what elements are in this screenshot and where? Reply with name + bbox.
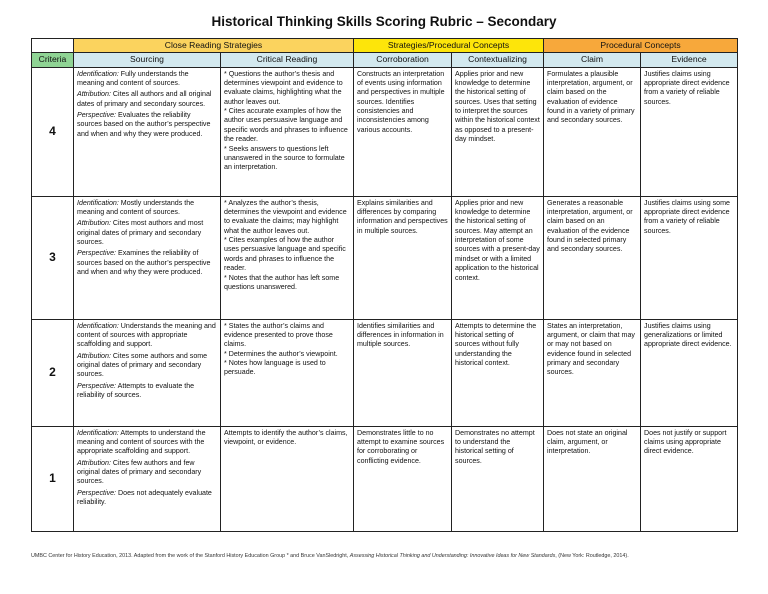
rubric-row-4 xyxy=(32,67,738,196)
evidence-cell: Justifies claims using appropriate direct evidence from a variety of reliable sources. xyxy=(641,67,738,196)
sourcing-cell xyxy=(74,196,221,319)
sourcing-attribution: Attribution: Cites some authors and some original dates of primary and secondary sources. xyxy=(77,351,208,379)
critical-reading-item: * Cites accurate examples of how the author uses persuasive language and specific words and phrases to influence the reader. xyxy=(224,107,348,144)
critical-reading-item: * States the author’s claims and evidence presented to prove those claims. xyxy=(224,321,333,349)
rubric-table xyxy=(31,38,738,532)
critical-reading-item: * Seeks answers to questions left unanswered in the source to formulate an interpretation. xyxy=(224,144,345,172)
contextualizing-cell: Attempts to determine the historical setting of sources without fully understanding the historical context. xyxy=(452,319,544,426)
contextualizing-cell: Demonstrates no attempt to understand the historical setting of sources. xyxy=(452,426,544,531)
group-header-strategies: Strategies/Procedural Concepts xyxy=(354,39,544,53)
group-header-procedural: Procedural Concepts xyxy=(544,39,738,53)
critical-reading-cell xyxy=(221,319,354,426)
corroboration-cell: Demonstrates little to no attempt to examine sources for corroborating or conflicting evidence. xyxy=(354,426,452,531)
critical-reading-item: * Notes how language is used to persuade. xyxy=(224,359,326,377)
sourcing-identification: Identification: Attempts to understand the meaning and content of sources with the appropriate scaffolding and support. xyxy=(77,428,206,456)
rubric-row-2 xyxy=(32,319,738,426)
sourcing-perspective: Perspective: Evaluates the reliability sources based on the author’s perspective and when and why they were produced. xyxy=(77,111,211,138)
column-header-evidence: Evidence xyxy=(641,53,738,67)
critical-reading-item: * Notes that the author has left some questions unanswered. xyxy=(224,273,340,291)
column-header-claim: Claim xyxy=(544,53,641,67)
critical-reading-item: * Analyzes the author’s thesis, determines the viewpoint and evidence to evaluate the claims; may highlight what the author leaves out. xyxy=(224,198,347,235)
column-header-critical-reading: Critical Reading xyxy=(221,53,354,67)
group-header-close-reading: Close Reading Strategies xyxy=(74,39,354,53)
claim-cell: States an interpretation, argument, or claim that may or may not based on evidence found in selected primary and secondary sources. xyxy=(544,319,641,426)
sourcing-perspective: Perspective: Does not adequately evaluate reliability. xyxy=(77,488,212,507)
column-header-sourcing: Sourcing xyxy=(74,53,221,67)
citation-book-title: Assessing Historical Thinking and Understanding: Innovative Ideas for New Standards xyxy=(349,553,556,559)
page-title: Historical Thinking Skills Scoring Rubric – Secondary xyxy=(211,14,557,29)
corroboration-cell: Identifies similarities and differences in information in multiple sources. xyxy=(354,319,452,426)
critical-reading-item: * Questions the author’s thesis and determines viewpoint and evidence to evaluate claims, highlighting what the author leaves out. xyxy=(224,69,343,106)
critical-reading-item: * Determines the author’s viewpoint. xyxy=(224,349,338,358)
sourcing-cell xyxy=(74,319,221,426)
sourcing-cell xyxy=(74,67,221,196)
criteria-score: 4 xyxy=(32,67,74,196)
criteria-score: 3 xyxy=(32,196,74,319)
column-header-row xyxy=(32,53,738,67)
claim-cell: Does not state an original claim, argument, or interpretation. xyxy=(544,426,641,531)
critical-reading-item: * Cites examples of how the author uses persuasive language and specific words and phrases to influence the reader. xyxy=(224,236,346,273)
sourcing-identification: Identification: Understands the meaning and content of sources with appropriate scaffolding and support. xyxy=(77,321,216,349)
sourcing-perspective: Perspective: Attempts to evaluate the reliability of sources. xyxy=(77,381,195,400)
sourcing-cell xyxy=(74,426,221,531)
citation-footer: UMBC Center for History Education, 2013. Adapted from the work of the Stanford History Education Group * and Bruce VanSledright, Assessing Historical Thinking and Understanding: Innovative Ideas for New Standards, (New York: Routledge, 2014). xyxy=(31,553,629,559)
contextualizing-cell: Applies prior and new knowledge to determine the historical setting of sources. Uses that setting to interpret the sources within the historical context as opposed to a present-day mindset. xyxy=(452,67,544,196)
critical-reading-item: Attempts to identify the author’s claims, viewpoint, or evidence. xyxy=(224,428,348,447)
corroboration-cell: Constructs an interpretation of events using information and perspectives in multiple sources. Identifies consistencies and inconsistencies among various accounts. xyxy=(354,67,452,196)
sourcing-perspective: Perspective: Examines the reliability of sources based on the author’s perspective and when and why they were produced. xyxy=(77,249,211,277)
criteria-score: 2 xyxy=(32,319,74,426)
sourcing-attribution: Attribution: Cites all authors and all original dates of primary and secondary sources. xyxy=(77,90,212,108)
column-header-contextualizing: Contextualizing xyxy=(452,53,544,67)
claim-cell: Generates a reasonable interpretation, argument, or claim based on an evaluation of the evidence found in selected primary and secondary sources. xyxy=(544,196,641,319)
criteria-score: 1 xyxy=(32,426,74,531)
contextualizing-cell: Applies prior and new knowledge to determine the historical setting of sources. May attempt an interpretation of some sources with a present-day mindset or with a limited application to the historical context. xyxy=(452,196,544,319)
evidence-cell: Justifies claims using some appropriate direct evidence from a variety of reliable sources. xyxy=(641,196,738,319)
evidence-cell: Does not justify or support claims using appropriate direct evidence. xyxy=(641,426,738,531)
rubric-row-1 xyxy=(32,426,738,531)
sourcing-attribution: Attribution: Cites most authors and most original dates of primary and secondary sources. xyxy=(77,219,204,247)
column-header-corroboration: Corroboration xyxy=(354,53,452,67)
column-header-criteria: Criteria xyxy=(32,53,74,67)
claim-cell: Formulates a plausible interpretation, argument, or claim based on the evaluation of evidence found in a variety of primary and secondary sources. xyxy=(544,67,641,196)
group-header-row xyxy=(32,39,738,53)
sourcing-identification: Identification: Mostly understands the meaning and content of sources. xyxy=(77,198,195,217)
corroboration-cell: Explains similarities and differences by comparing information and perspectives in multiple sources. xyxy=(354,196,452,319)
sourcing-identification: Identification: Fully understands the meaning and content of sources. xyxy=(77,69,189,88)
critical-reading-cell xyxy=(221,196,354,319)
evidence-cell: Justifies claims using generalizations or limited appropriate direct evidence. xyxy=(641,319,738,426)
group-header-empty xyxy=(32,39,74,53)
rubric-row-3 xyxy=(32,196,738,319)
sourcing-attribution: Attribution: Cites few authors and few original dates of primary and secondary sources. xyxy=(77,458,202,486)
critical-reading-cell xyxy=(221,426,354,531)
critical-reading-cell xyxy=(221,67,354,196)
